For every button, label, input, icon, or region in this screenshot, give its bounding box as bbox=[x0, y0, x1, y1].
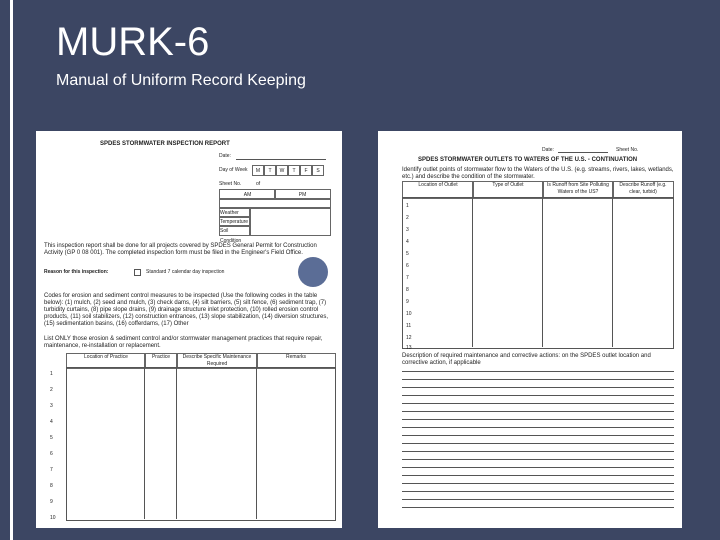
footer-line bbox=[402, 427, 674, 428]
row-number: 9 bbox=[50, 499, 53, 505]
slide-header bbox=[0, 0, 720, 125]
footer-line bbox=[402, 419, 674, 420]
practice-table-divider-3 bbox=[256, 367, 257, 519]
row-number: 2 bbox=[50, 387, 53, 393]
left-sheet-of: of bbox=[256, 181, 261, 187]
reason-option: Standard 7 calendar day inspection bbox=[146, 269, 225, 275]
outlets-table-divider-2 bbox=[542, 197, 543, 347]
practice-table-body bbox=[66, 367, 336, 521]
left-dow-label: Day of Week bbox=[219, 167, 248, 173]
col-remarks: Remarks bbox=[256, 353, 336, 369]
dow-box-2: T bbox=[264, 165, 276, 176]
right-intro: Identify outlet points of stormwater flow to the Waters of the U.S. (e.g. streams, rivers, lakes, wetlands, etc.) and describe the condition of the stormwater. bbox=[402, 167, 674, 180]
am-header: AM bbox=[219, 189, 276, 200]
left-form-title: SPDES STORMWATER INSPECTION REPORT bbox=[100, 141, 230, 147]
right-form-title: SPDES STORMWATER OUTLETS TO WATERS OF THE U.S. - CONTINUATION bbox=[418, 157, 638, 163]
left-date-line bbox=[236, 159, 326, 160]
practice-table bbox=[66, 353, 336, 523]
right-date-line bbox=[558, 152, 608, 153]
left-sheet-label: Sheet No. bbox=[219, 181, 242, 187]
col-runoff: Describe Runoff (e.g. clear, turbid) bbox=[612, 181, 674, 199]
dow-box-3: W bbox=[276, 165, 288, 176]
row-number: 8 bbox=[50, 483, 53, 489]
row-number: 7 bbox=[50, 467, 53, 473]
pm-header: PM bbox=[274, 189, 331, 200]
list-instructions: List ONLY those erosion & sediment control and/or stormwater management practices that require repair, maintenance, re-installation or replacement. bbox=[44, 336, 323, 349]
footer-line bbox=[402, 507, 674, 508]
outlets-table bbox=[402, 181, 674, 351]
footer-line bbox=[402, 499, 674, 500]
weather-row: Weather bbox=[219, 207, 251, 218]
left-accent-rule bbox=[10, 0, 13, 540]
footer-line bbox=[402, 491, 674, 492]
practice-table-divider-1 bbox=[144, 367, 145, 519]
footer-line bbox=[402, 475, 674, 476]
outlet-row-number: 2 bbox=[406, 215, 409, 221]
outlet-row-number: 12 bbox=[406, 335, 412, 341]
dow-box-5: F bbox=[300, 165, 312, 176]
outlets-table-divider-1 bbox=[472, 197, 473, 347]
col-practice: Practice bbox=[144, 353, 178, 369]
dow-box-1: M bbox=[252, 165, 264, 176]
outlet-row-number: 4 bbox=[406, 239, 409, 245]
outlet-row-number: 3 bbox=[406, 227, 409, 233]
footer-line bbox=[402, 459, 674, 460]
slide-subtitle: Manual of Uniform Record Keeping bbox=[56, 72, 306, 89]
row-number: 5 bbox=[50, 435, 53, 441]
right-sheet-label: Sheet No. bbox=[616, 147, 639, 153]
left-date-label: Date: bbox=[219, 153, 231, 159]
outlet-row-number: 11 bbox=[406, 323, 412, 329]
dow-box-4: T bbox=[288, 165, 300, 176]
soil-row: Soil Condition bbox=[219, 225, 251, 236]
conditions-grid bbox=[249, 207, 331, 236]
footer-line bbox=[402, 395, 674, 396]
footer-line bbox=[402, 451, 674, 452]
outlets-continuation-page bbox=[378, 131, 682, 528]
footer-line bbox=[402, 443, 674, 444]
temperature-row: Temperature bbox=[219, 216, 251, 227]
right-date-label: Date: bbox=[542, 147, 554, 153]
reason-checkbox bbox=[134, 269, 141, 276]
footer-line bbox=[402, 435, 674, 436]
right-footer-text: Description of required maintenance and corrective actions: on the SPDES outlet location and corrective action, if applicable bbox=[402, 353, 651, 366]
col-outlet-location: Location of Outlet bbox=[402, 181, 474, 199]
outlet-row-number: 10 bbox=[406, 311, 412, 317]
row-number: 3 bbox=[50, 403, 53, 409]
footer-line bbox=[402, 379, 674, 380]
col-polluting: Is Runoff from Site Polluting Waters of the US? bbox=[542, 181, 614, 199]
outlet-row-number: 5 bbox=[406, 251, 409, 257]
outlet-row-number: 8 bbox=[406, 287, 409, 293]
outlet-row-number: 1 bbox=[406, 203, 409, 209]
footer-line bbox=[402, 411, 674, 412]
outlets-table-divider-3 bbox=[612, 197, 613, 347]
row-number: 1 bbox=[50, 371, 53, 377]
row-number: 6 bbox=[50, 451, 53, 457]
inspection-report-page bbox=[36, 131, 342, 528]
reason-label: Reason for this inspection: bbox=[44, 269, 109, 275]
col-outlet-type: Type of Outlet bbox=[472, 181, 544, 199]
footer-line bbox=[402, 403, 674, 404]
footer-line bbox=[402, 467, 674, 468]
intro-text: This inspection report shall be done for all projects covered by SPDES General Permit for Construction Activity (GP 0 08 001). The completed inspection form must be filed in the Engineer's Field Office. bbox=[44, 243, 317, 256]
outlet-row-number: 9 bbox=[406, 299, 409, 305]
footer-line bbox=[402, 483, 674, 484]
practice-table-divider-2 bbox=[176, 367, 177, 519]
footer-line bbox=[402, 371, 674, 372]
footer-line bbox=[402, 387, 674, 388]
left-accent-strip bbox=[0, 0, 10, 540]
row-number: 4 bbox=[50, 419, 53, 425]
row-number: 10 bbox=[50, 515, 56, 521]
col-location: Location of Practice bbox=[66, 353, 146, 369]
outlet-row-number: 7 bbox=[406, 275, 409, 281]
outlets-table-body bbox=[402, 197, 674, 349]
codes-text: Codes for erosion and sediment control measures to be inspected (Use the following codes in the table below): (1) mulch, (2) seed and mulch, (3) check dams, (4) silt barriers, (5) silt fence, (6) sediment trap, (7) turbidity curtains, (8) pipe slope drains, (9) drainage structure inlet protection, (10) rolled erosion control products, (11) soil stabilizers, (12) construction entrances, (13) slope stabilization, (14) diversion structures, (15) sedimentation basins, (16) cofferdams, (17) Other bbox=[44, 293, 329, 327]
badge-icon bbox=[298, 257, 328, 287]
outlet-row-number: 6 bbox=[406, 263, 409, 269]
col-maintenance: Describe Specific Maintenance Required bbox=[176, 353, 258, 369]
slide-title: MURK-6 bbox=[56, 20, 210, 64]
outlet-row-number: 13 bbox=[406, 345, 412, 351]
dow-box-6: S bbox=[312, 165, 324, 176]
